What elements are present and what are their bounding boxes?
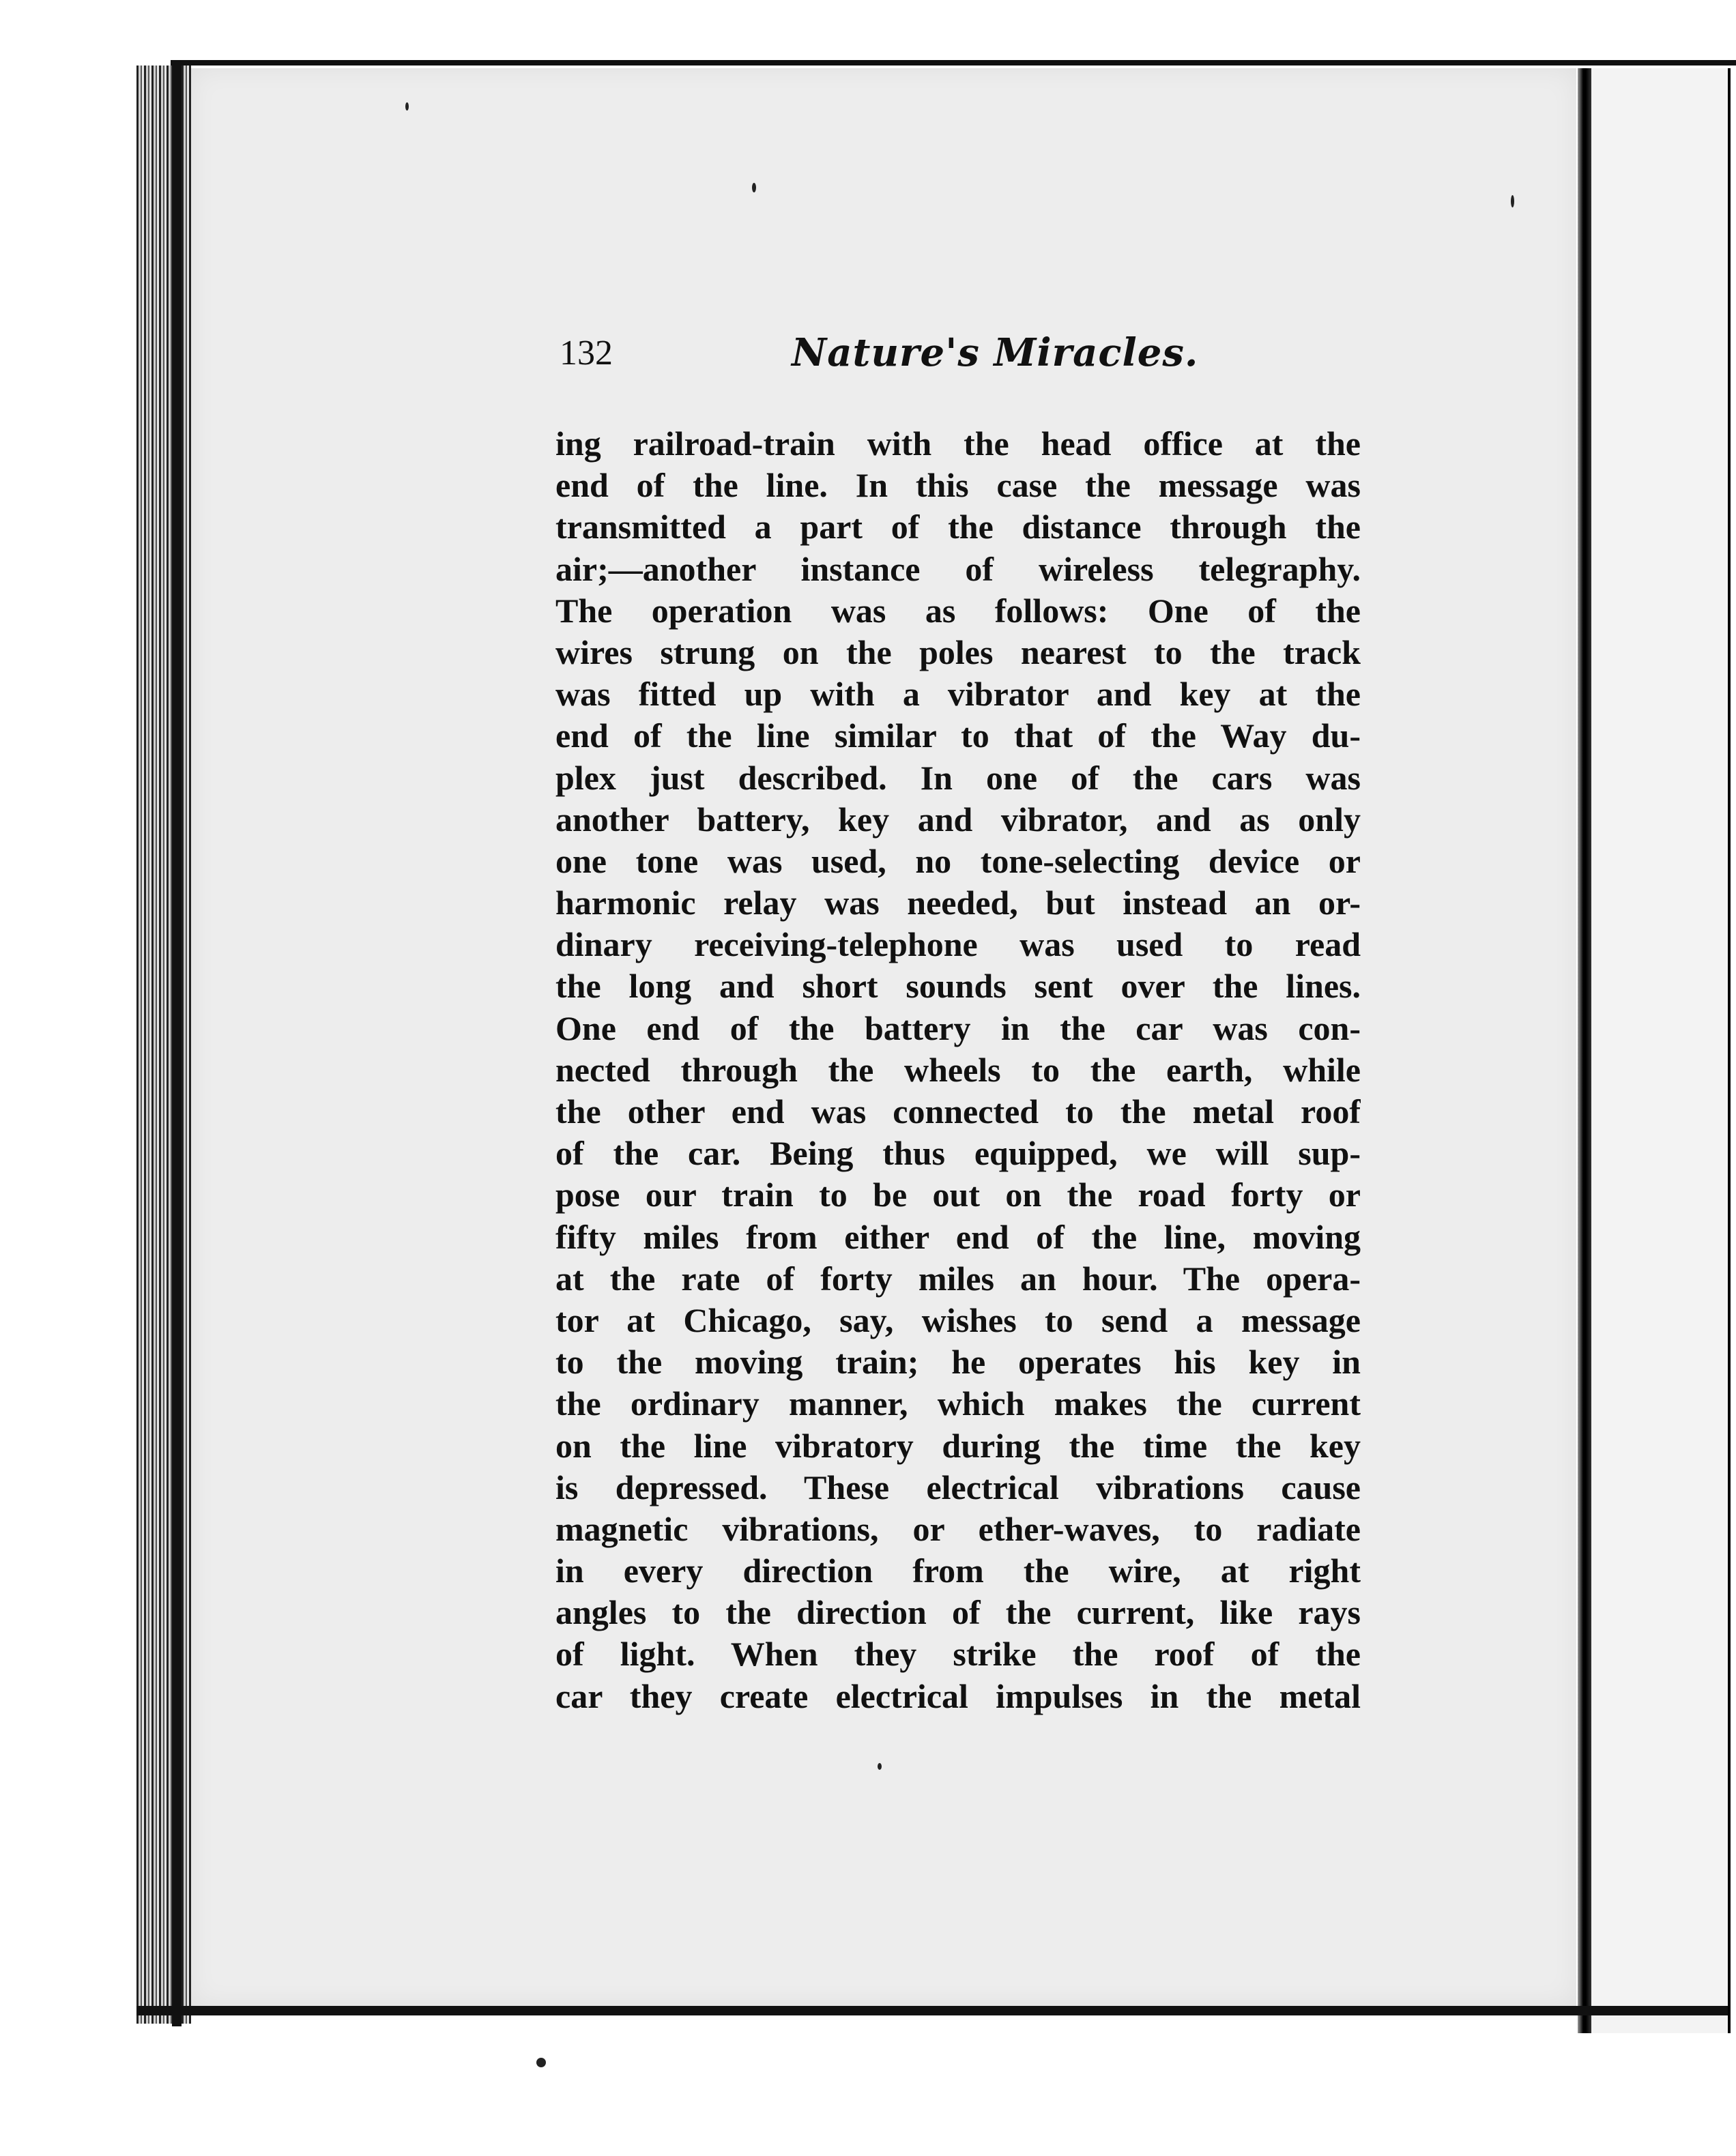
text-line: air;—another instance of wireless telegraphy. [555, 549, 1361, 588]
scan-speck [536, 2058, 546, 2067]
text-line: at the rate of forty miles an hour. The opera- [555, 1259, 1361, 1298]
text-line: tor at Chicago, say, wishes to send a message [555, 1300, 1361, 1339]
text-line: plex just described. In one of the cars was [555, 758, 1361, 797]
page-edges [136, 65, 191, 2024]
scan-speck [752, 183, 756, 192]
text-line: in every direction from the wire, at right [555, 1552, 1361, 1590]
adjacent-page [1591, 68, 1731, 2033]
text-line: harmonic relay was needed, but instead an or- [555, 884, 1361, 922]
text-line: end of the line. In this case the message was [555, 466, 1361, 505]
text-line: the long and short sounds sent over the lines. [555, 967, 1361, 1006]
text-line: was fitted up with a vibrator and key at the [555, 675, 1361, 714]
text-line: car they create electrical impulses in the metal [555, 1676, 1361, 1715]
scan-speck [405, 102, 409, 111]
text-line: fifty miles from either end of the line, moving [555, 1217, 1361, 1256]
text-line: the ordinary manner, which makes the current [555, 1384, 1361, 1423]
text-line: another battery, key and vibrator, and as only [555, 800, 1361, 839]
text-line: magnetic vibrations, or ether-waves, to radiate [555, 1509, 1361, 1548]
text-line: nected through the wheels to the earth, while [555, 1050, 1361, 1089]
text-line: to the moving train; he operates his key in [555, 1343, 1361, 1382]
text-line: transmitted a part of the distance through the [555, 508, 1361, 547]
scan-speck [1511, 195, 1514, 207]
text-line: The operation was as follows: One of the [555, 591, 1361, 630]
text-line: pose our train to be out on the road forty or [555, 1176, 1361, 1214]
film-border-top [171, 60, 1736, 65]
text-line: of the car. Being thus equipped, we will sup- [555, 1134, 1361, 1173]
text-line: the other end was connected to the metal roof [555, 1092, 1361, 1131]
book-gutter [1578, 68, 1591, 2033]
text-line: is depressed. These electrical vibrations cause [555, 1468, 1361, 1506]
text-line: ing railroad-train with the head office at the [555, 424, 1361, 463]
text-line: wires strung on the poles nearest to the track [555, 632, 1361, 671]
text-line: one tone was used, no tone-selecting device or [555, 841, 1361, 880]
page-number: 132 [560, 334, 613, 373]
text-line: end of the line similar to that of the Way du- [555, 716, 1361, 755]
text-line: on the line vibratory during the time the key [555, 1426, 1361, 1465]
scan-speck [878, 1763, 882, 1770]
text-line: One end of the battery in the car was con- [555, 1008, 1361, 1047]
text-line: of light. When they strike the roof of the [555, 1635, 1361, 1674]
film-border-left [172, 61, 182, 2026]
body-text [555, 423, 1361, 1717]
page-header [560, 330, 1378, 388]
film-border-bottom [136, 2006, 1728, 2015]
text-line: dinary receiving-telephone was used to read [555, 925, 1361, 964]
running-title: Nature's Miracles. [792, 330, 1199, 375]
text-line: angles to the direction of the current, like rays [555, 1593, 1361, 1632]
